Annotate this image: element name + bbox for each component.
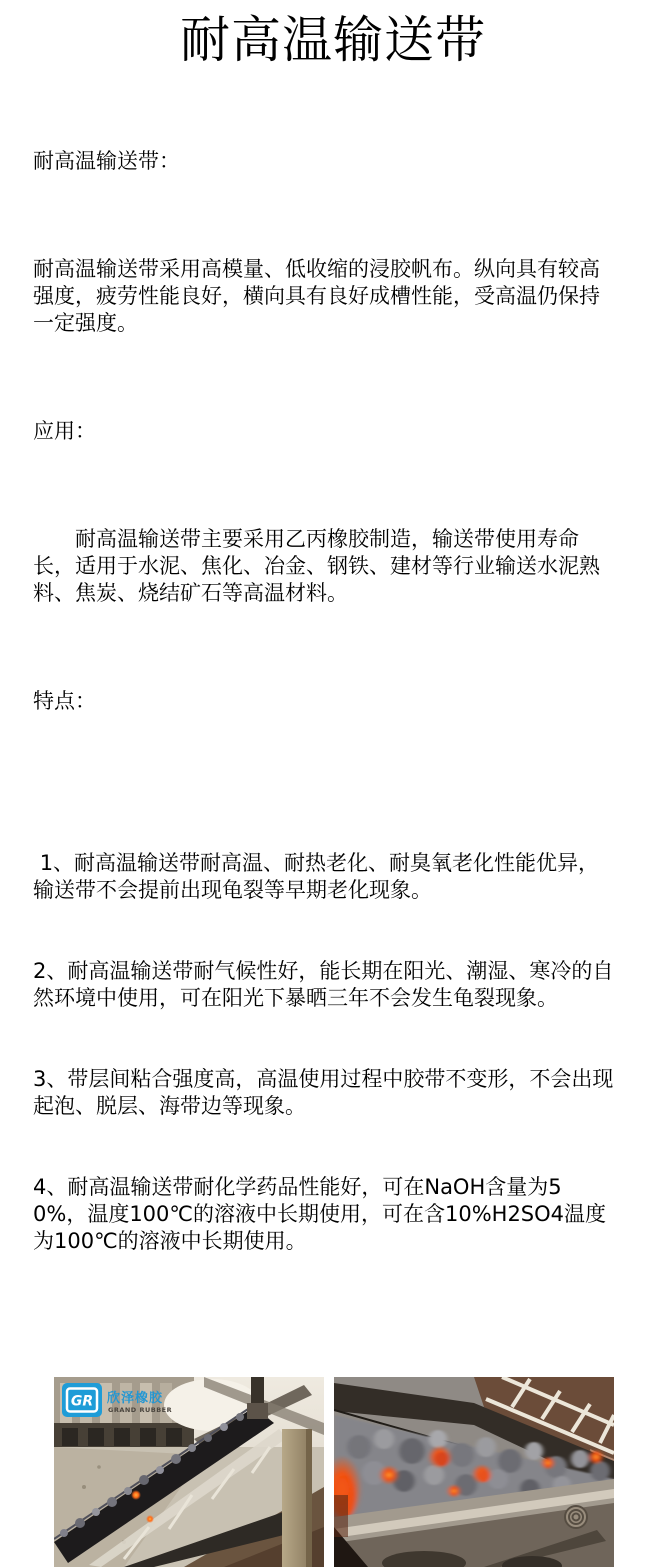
- feature-item: 4、耐高温输送带耐化学药品性能好，可在NaOH含量为50%，温度100℃的溶液中长期使用，可在含10%H2SO4温度为100℃的溶液中长期使用。: [33, 1175, 607, 1253]
- page-title: 耐高温输送带: [180, 11, 486, 69]
- application-label: 应用：: [33, 419, 96, 443]
- intro-paragraph: 耐高温输送带采用高模量、低收缩的浸胶帆布。纵向具有较高强度，疲劳性能良好，横向具有良好成槽性能，受高温仍保持一定强度。: [33, 257, 600, 335]
- conveyor-plant-photo: [54, 1377, 324, 1567]
- feature-item: 2、耐高温输送带耐气候性好，能长期在阳光、潮湿、寒冷的自然环境中使用，可在阳光下暴晒三年不会发生龟裂现象。: [33, 959, 614, 1010]
- description-text: [33, 94, 615, 1363]
- application-paragraph: 耐高温输送带主要采用乙丙橡胶制造，输送带使用寿命长，适用于水泥、焦化、冶金、钢铁、建材等行业输送水泥熟料、焦炭、烧结矿石等高温材料。: [33, 527, 600, 605]
- feature-item: 3、带层间粘合强度高，高温使用过程中胶带不变形，不会出现起泡、脱层、海带边等现象。: [33, 1067, 614, 1118]
- features-label: 特点：: [33, 689, 96, 713]
- product-photos: [54, 1377, 666, 1567]
- intro-label: 耐高温输送带：: [33, 149, 180, 173]
- product-page: [0, 10, 666, 1414]
- feature-item: 1、耐高温输送带耐高温、耐热老化、耐臭氧老化性能优异，输送带不会提前出现龟裂等早期老化现象。: [33, 851, 600, 902]
- features-list: [33, 796, 615, 1309]
- brand-name-en: GRAND RUBBER: [108, 1406, 173, 1414]
- logo-monogram: GR: [70, 1393, 94, 1410]
- brand-name-cn: 欣泽橡胶: [107, 1391, 164, 1406]
- hot-material-conveyor-photo: [334, 1377, 614, 1567]
